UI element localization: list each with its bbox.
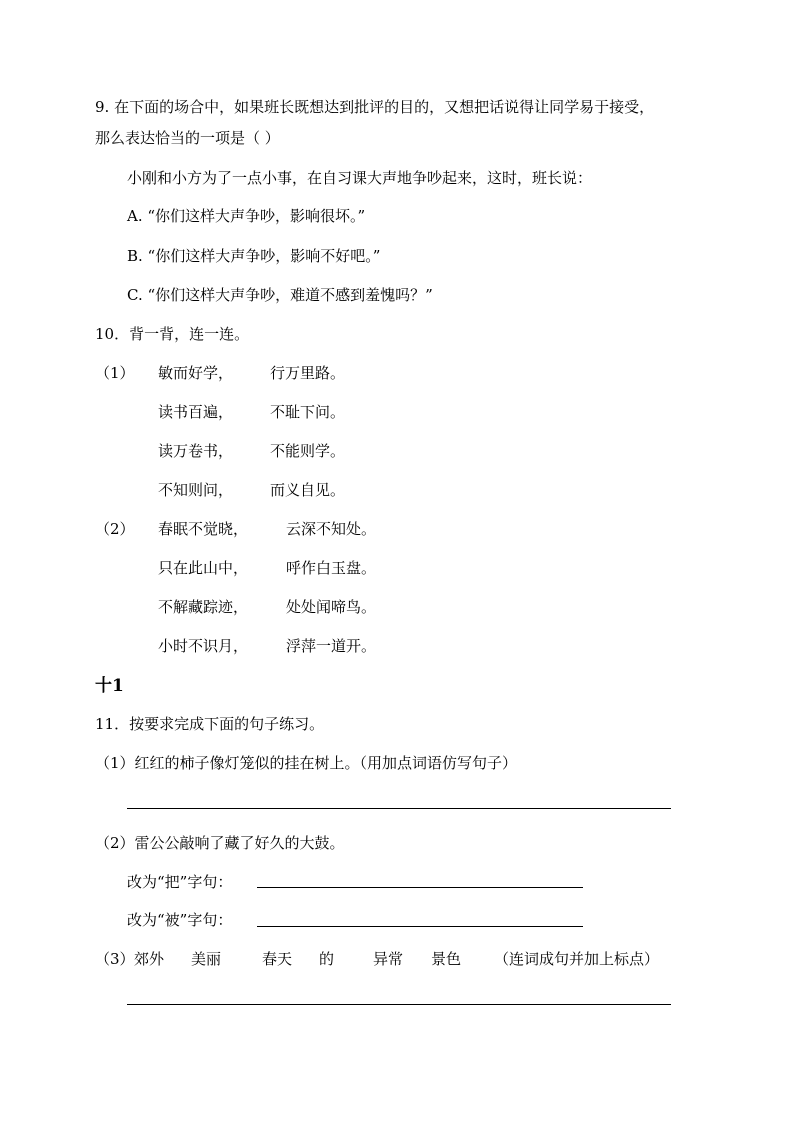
q11-part2-ba-label: 改为“把”字句： bbox=[127, 873, 233, 891]
q9-option-a: A. “你们这样大声争吵，影响很坏。” bbox=[127, 207, 366, 225]
q10-group2-right-3: 处处闻啼鸟。 bbox=[286, 598, 377, 616]
q10-group2-label: （2） bbox=[95, 520, 135, 538]
q10-group2-right-1: 云深不知处。 bbox=[286, 520, 377, 538]
q10-group1-left-4: 不知则问， bbox=[158, 481, 234, 499]
q11-part3-word-4: 的 bbox=[319, 950, 335, 968]
q11-part3-label: （3） bbox=[95, 950, 135, 968]
q11-part3-word-5: 异常 bbox=[373, 950, 404, 968]
q10-group1-right-2: 不耻下问。 bbox=[270, 403, 346, 421]
q11-part3-answer-line[interactable] bbox=[127, 1004, 671, 1005]
q10-group2-left-2: 只在此山中， bbox=[158, 559, 249, 577]
q11-part3-word-2: 美丽 bbox=[191, 950, 222, 968]
q9-stem-line1: 9. 在下面的场合中，如果班长既想达到批评的目的，又想把话说得让同学易于接受， bbox=[95, 98, 655, 116]
q11-part1: （1）红红的柿子像灯笼似的挂在树上。（用加点词语仿写句子） bbox=[95, 754, 518, 772]
q10-group2-right-4: 浮萍一道开。 bbox=[286, 637, 377, 655]
q10-group1-label: （1） bbox=[95, 364, 135, 382]
q9-option-c: C. “你们这样大声争吵，难道不感到羞愧吗？” bbox=[127, 286, 433, 304]
q11-part2-bei-answer-line[interactable] bbox=[257, 926, 583, 927]
q9-option-b: B. “你们这样大声争吵，影响不好吧。” bbox=[127, 247, 381, 265]
q10-title: 10．背一背，连一连。 bbox=[95, 325, 250, 343]
q10-group2-left-1: 春眠不觉晓， bbox=[158, 520, 249, 538]
q11-part3-word-3: 春天 bbox=[262, 950, 293, 968]
q11-part3-word-1: 郊外 bbox=[134, 950, 165, 968]
q11-part3-word-6: 景色 bbox=[431, 950, 462, 968]
q10-group1-left-2: 读书百遍， bbox=[158, 403, 234, 421]
q11-part1-answer-line[interactable] bbox=[127, 808, 671, 809]
q11-part3-instruction: （连词成句并加上标点） bbox=[494, 950, 660, 968]
q9-scenario: 小刚和小方为了一点小事，在自习课大声地争吵起来，这时，班长说： bbox=[127, 169, 593, 187]
q10-group2-left-3: 不解藏踪迹， bbox=[158, 598, 249, 616]
q10-group1-right-4: 而义自见。 bbox=[270, 481, 346, 499]
q10-group1-right-1: 行万里路。 bbox=[270, 364, 346, 382]
q10-group1-left-1: 敏而好学， bbox=[158, 364, 234, 382]
q10-group1-right-3: 不能则学。 bbox=[270, 442, 346, 460]
q10-group1-left-3: 读万卷书， bbox=[158, 442, 234, 460]
q11-part2-ba-answer-line[interactable] bbox=[257, 887, 583, 888]
q11-title: 11．按要求完成下面的句子练习。 bbox=[95, 715, 325, 733]
q11-part2-bei-label: 改为“被”字句： bbox=[127, 911, 233, 929]
q10-group2-right-2: 呼作白玉盘。 bbox=[286, 559, 377, 577]
q9-stem-line2: 那么表达恰当的一项是（ ） bbox=[95, 129, 280, 147]
q10-group2-left-4: 小时不识月， bbox=[158, 637, 249, 655]
q11-part2: （2）雷公公敲响了藏了好久的大鼓。 bbox=[95, 834, 345, 852]
section-heading: 十1 bbox=[95, 676, 124, 696]
